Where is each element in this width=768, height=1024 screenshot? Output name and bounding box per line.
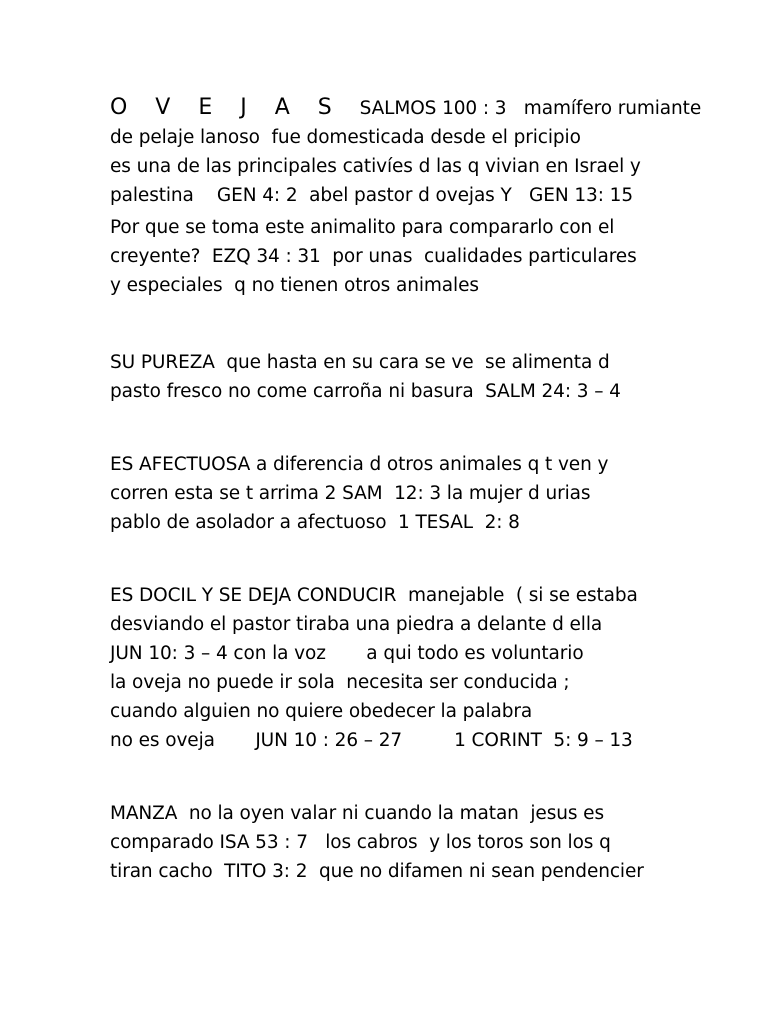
paragraph-manza-line-1: MANZA no la oyen valar ni cuando la matan jesus es bbox=[110, 803, 604, 824]
paragraph-docil-line-3: JUN 10: 3 – 4 con la voz a qui todo es voluntario bbox=[110, 643, 584, 664]
intro-line-1-text: SALMOS 100 : 3 mamífero rumiante bbox=[342, 98, 702, 119]
paragraph-docil-line-4: la oveja no puede ir sola necesita ser conducida ; bbox=[110, 672, 570, 693]
paragraph-docil-line-6: no es oveja JUN 10 : 26 – 27 1 CORINT 5: 9 – 13 bbox=[110, 730, 633, 751]
paragraph-docil-line-1: ES DOCIL Y SE DEJA CONDUCIR manejable ( si se estaba bbox=[110, 585, 638, 606]
paragraph-afectuosa-line-1: ES AFECTUOSA a diferencia d otros animales q t ven y bbox=[110, 454, 609, 475]
paragraph-intro-line-2: de pelaje lanoso fue domesticada desde el pricipio bbox=[110, 127, 581, 148]
paragraph-intro-line-3: es una de las principales cativíes d las q vivian en Israel y bbox=[110, 156, 641, 177]
paragraph-question-line-2: creyente? EZQ 34 : 31 por unas cualidades particulares bbox=[110, 246, 637, 267]
paragraph-intro-line-4: palestina GEN 4: 2 abel pastor d ovejas Y GEN 13: 15 bbox=[110, 185, 633, 206]
paragraph-intro-line-1 bbox=[110, 93, 760, 123]
paragraph-question-line-1: Por que se toma este animalito para compararlo con el bbox=[110, 217, 615, 238]
paragraph-afectuosa-line-2: corren esta se t arrima 2 SAM 12: 3 la mujer d urias bbox=[110, 483, 591, 504]
document-page bbox=[110, 93, 760, 886]
paragraph-question-line-3: y especiales q no tienen otros animales bbox=[110, 275, 479, 296]
paragraph-pureza-line-2: pasto fresco no come carroña ni basura SALM 24: 3 – 4 bbox=[110, 381, 621, 402]
paragraph-docil-line-5: cuando alguien no quiere obedecer la palabra bbox=[110, 701, 533, 722]
paragraph-pureza-line-1: SU PUREZA que hasta en su cara se ve se alimenta d bbox=[110, 352, 610, 373]
paragraph-manza-line-3: tiran cacho TITO 3: 2 que no difamen ni sean pendencier bbox=[110, 861, 644, 882]
document-title: O V E J A S bbox=[110, 95, 343, 120]
paragraph-manza-line-2: comparado ISA 53 : 7 los cabros y los toros son los q bbox=[110, 832, 611, 853]
paragraph-docil-line-2: desviando el pastor tiraba una piedra a delante d ella bbox=[110, 614, 603, 635]
paragraph-afectuosa-line-3: pablo de asolador a afectuoso 1 TESAL 2: 8 bbox=[110, 512, 520, 533]
